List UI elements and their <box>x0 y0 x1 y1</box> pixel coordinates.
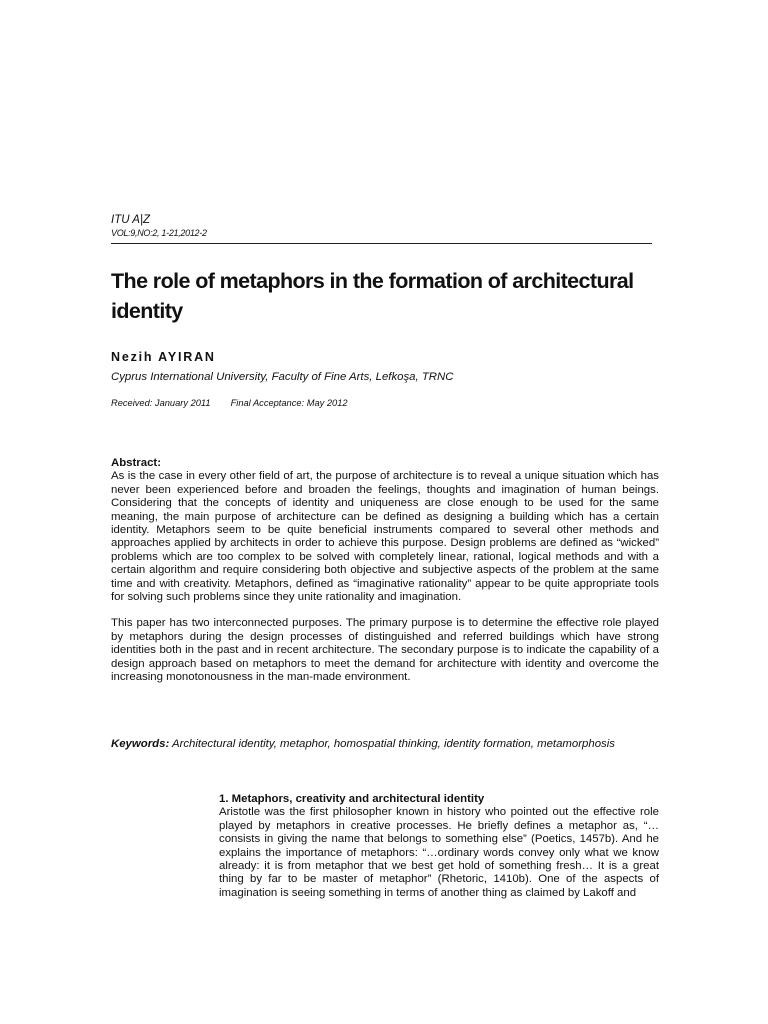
author-name: Nezih AYIRAN <box>111 350 216 364</box>
section-heading: 1. Metaphors, creativity and architectural identity <box>219 793 485 805</box>
submission-dates <box>111 398 348 408</box>
author-affiliation: Cyprus International University, Faculty of Fine Arts, Lefkoşa, TRNC <box>111 371 454 383</box>
abstract <box>111 457 659 685</box>
keywords-text: Architectural identity, metaphor, homospatial thinking, identity formation, metamorphosis <box>169 738 615 750</box>
journal-volume: VOL:9,NO:2, 1-21,2012-2 <box>111 227 207 238</box>
header-divider <box>111 243 652 244</box>
abstract-paragraph-2: This paper has two interconnected purposes. The primary purpose is to determine the effective role played by metaphors during the design processes of distinguished and referred buildings which have strong identities both in the past and in recent architecture. The secondary purpose is to indicate the capability of a design approach based on metaphors to meet the demand for architecture with identity and overcome the increasing monotonousness in the man-made environment. <box>111 617 659 684</box>
section-1 <box>219 793 659 900</box>
final-acceptance-date: Final Acceptance: May 2012 <box>230 398 348 408</box>
abstract-paragraph-1: As is the case in every other field of art, the purpose of architecture is to reveal a unique situation which has never been experienced before and broaden the feelings, thoughts and imagination of human beings. Considering that the concepts of identity and uniqueness are close enough to be used for the same meaning, the main purpose of architecture can be defined as designing a building which has a certain identity. Metaphors seem to be quite beneficial instruments compared to several other methods and approaches applied by architects in order to achieve this purpose. Design problems are defined as “wicked” problems which are too complex to be solved with completely linear, rational, logical methods and with a certain algorithm and require considering both objective and subjective aspects of the problem at the same time and with creativity. Metaphors, defined as “imaginative rationality” appear to be quite appropriate tools for solving such problems since they unite rationality and imagination. <box>111 470 659 604</box>
journal-header <box>111 214 207 239</box>
keywords-label: Keywords: <box>111 738 170 750</box>
journal-name: ITU A|Z <box>111 214 150 226</box>
keywords <box>111 737 659 751</box>
abstract-heading: Abstract: <box>111 457 162 469</box>
section-body: Aristotle was the first philosopher known in history who pointed out the effective role played by metaphors in creative processes. He briefly defines a metaphor as, “…consists in giving the name that belongs to something else” (Poetics, 1457b). And he explains the importance of metaphors: “…ordinary words convey only what we know already: it is from metaphor that we best get hold of something fresh… It is a great thing by far to be master of metaphor” (Rhetoric, 1410b). One of the aspects of imagination is seeing something in terms of another thing as claimed by Lakoff and <box>219 806 659 899</box>
paper-title: The role of metaphors in the formation of architectural identity <box>111 269 634 323</box>
received-date: Received: January 2011 <box>111 398 211 408</box>
